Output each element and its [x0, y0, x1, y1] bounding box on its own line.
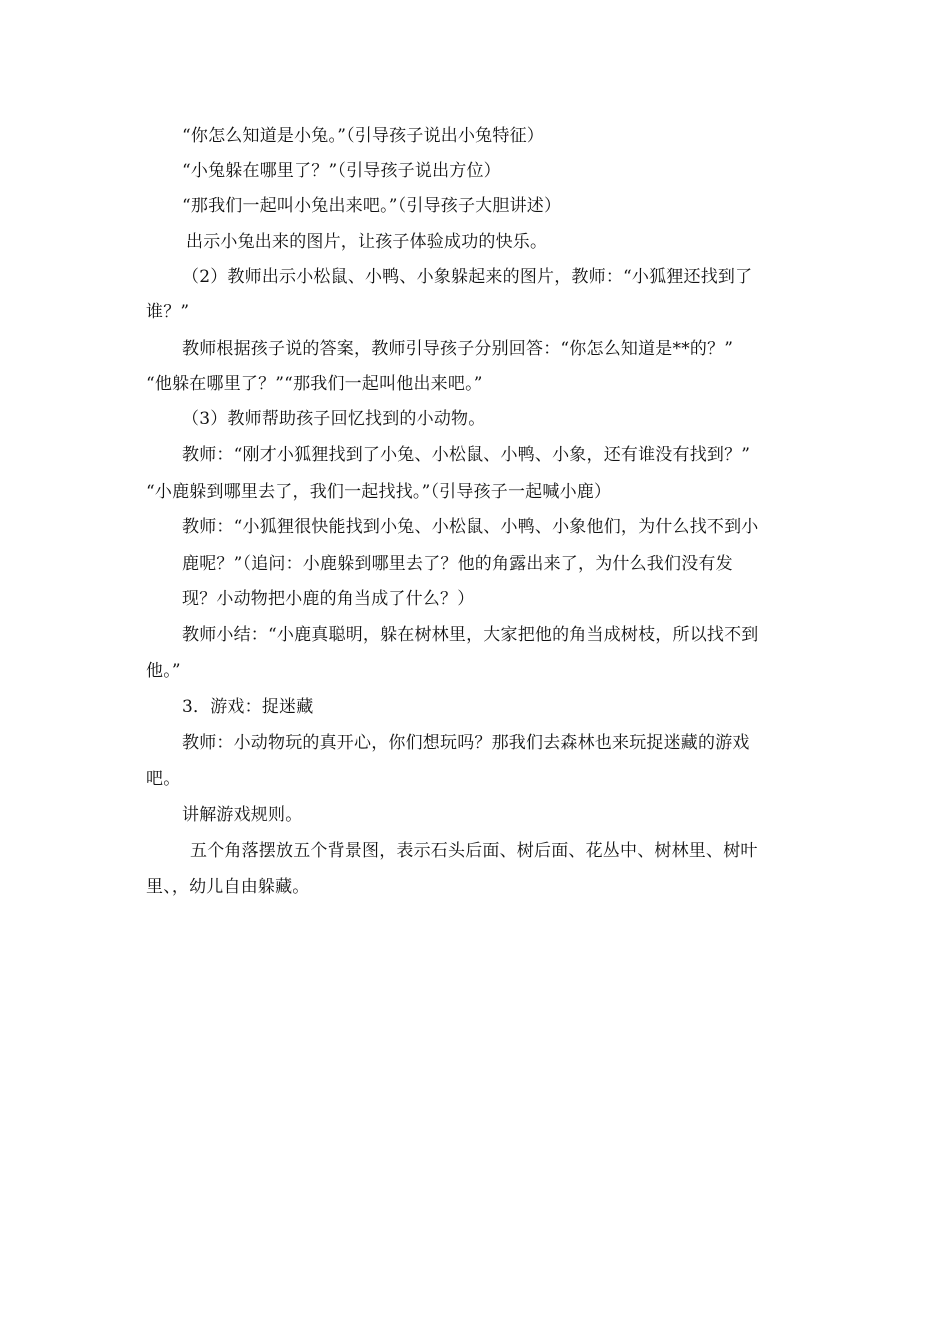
text-line: （3）教师帮助孩子回忆找到的小动物。: [182, 409, 486, 429]
text-line: “小鹿躲到哪里去了，我们一起找找。”（引导孩子一起喊小鹿）: [146, 482, 612, 502]
text-line: 教师根据孩子说的答案，教师引导孩子分别回答：“你怎么知道是**的？”: [182, 339, 734, 359]
text-line: 谁？”: [146, 302, 190, 322]
text-line: （2）教师出示小松鼠、小鸭、小象躲起来的图片，教师：“小狐狸还找到了: [182, 267, 753, 287]
text-line: 鹿呢？”（追问：小鹿躲到哪里去了？他的角露出来了，为什么我们没有发: [182, 554, 733, 574]
text-line: 教师：“刚才小狐狸找到了小兔、小松鼠、小鸭、小象，还有谁没有找到？”: [182, 445, 751, 465]
text-line: 五个角落摆放五个背景图，表示石头后面、树后面、花丛中、树林里、树叶: [190, 841, 758, 861]
text-line: 讲解游戏规则。: [182, 805, 303, 825]
text-line: 现？小动物把小鹿的角当成了什么？）: [182, 589, 475, 609]
text-line: 教师：“小狐狸很快能找到小兔、小松鼠、小鸭、小象他们，为什么找不到小: [182, 517, 759, 537]
text-line: 出示小兔出来的图片，让孩子体验成功的快乐。: [186, 232, 548, 252]
section-heading: 3．游戏：捉迷藏: [182, 697, 314, 717]
text-line: 他。”: [146, 661, 181, 681]
text-line: “小兔躲在哪里了？”（引导孩子说出方位）: [182, 161, 501, 181]
text-line: 教师：小动物玩的真开心，你们想玩吗？那我们去森林也来玩捉迷藏的游戏: [182, 733, 750, 753]
text-line: 里、，幼儿自由躲藏。: [146, 877, 310, 897]
text-line: “你怎么知道是小兔。”（引导孩子说出小兔特征）: [182, 126, 544, 146]
text-line: “他躲在哪里了？”“那我们一起叫他出来吧。”: [146, 374, 483, 394]
text-line: “那我们一起叫小兔出来吧。”（引导孩子大胆讲述）: [182, 196, 562, 216]
text-line: 吧。: [146, 769, 181, 789]
text-line: 教师小结：“小鹿真聪明，躲在树林里，大家把他的角当成树枝，所以找不到: [182, 625, 759, 645]
